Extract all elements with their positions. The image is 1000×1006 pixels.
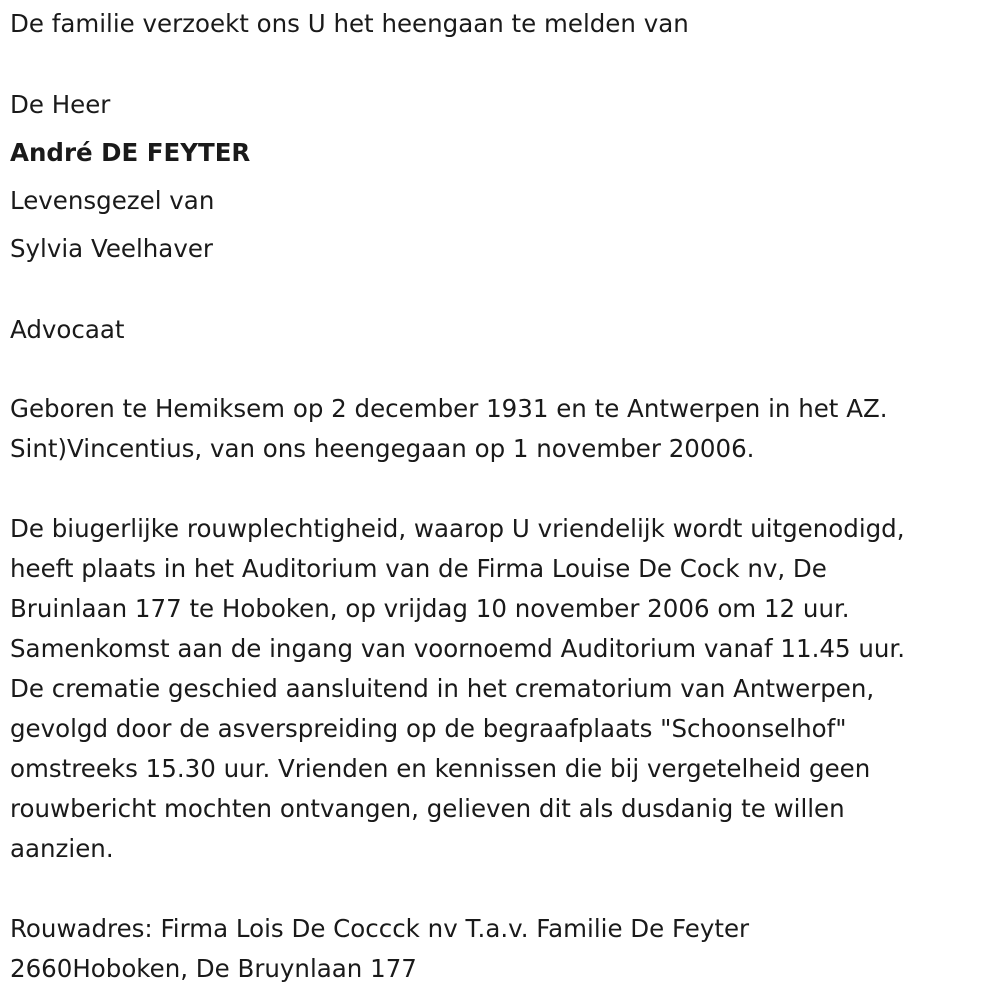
ceremony-line: gevolgd door de asverspreiding op de begraafplaats "Schoonselhof" [10, 714, 847, 743]
birth-death-paragraph [10, 389, 995, 469]
ceremony-line: aanzien. [10, 834, 114, 863]
address-line: Rouwadres: Firma Lois De Coccck nv T.a.v. Familie De Feyter [10, 914, 750, 943]
address-line: 2660Hoboken, De Bruynlaan 177 [10, 954, 417, 983]
partner-name: Sylvia Veelhaver [10, 234, 213, 263]
ceremony-line: Bruinlaan 177 te Hoboken, op vrijdag 10 november 2006 om 12 uur. [10, 594, 850, 623]
ceremony-paragraph [10, 509, 995, 869]
relation-label: Levensgezel van [10, 186, 215, 215]
birth-death-line: Geboren te Hemiksem op 2 december 1931 en te Antwerpen in het AZ. [10, 394, 888, 423]
ceremony-line: heeft plaats in het Auditorium van de Firma Louise De Cock nv, De [10, 554, 827, 583]
ceremony-line: De biugerlijke rouwplechtigheid, waarop U vriendelijk wordt uitgenodigd, [10, 514, 905, 543]
profession: Advocaat [10, 315, 125, 344]
deceased-name: André DE FEYTER [10, 138, 251, 167]
ceremony-line: Samenkomst aan de ingang van voornoemd Auditorium vanaf 11.45 uur. [10, 634, 905, 663]
salutation: De Heer [10, 90, 111, 119]
address-paragraph [10, 909, 995, 989]
intro-text: De familie verzoekt ons U het heengaan te melden van [10, 9, 689, 38]
ceremony-line: omstreeks 15.30 uur. Vrienden en kennissen die bij vergetelheid geen [10, 754, 871, 783]
ceremony-line: De crematie geschied aansluitend in het crematorium van Antwerpen, [10, 674, 875, 703]
ceremony-line: rouwbericht mochten ontvangen, gelieven dit als dusdanig te willen [10, 794, 845, 823]
birth-death-line: Sint)Vincentius, van ons heengegaan op 1 november 20006. [10, 434, 755, 463]
